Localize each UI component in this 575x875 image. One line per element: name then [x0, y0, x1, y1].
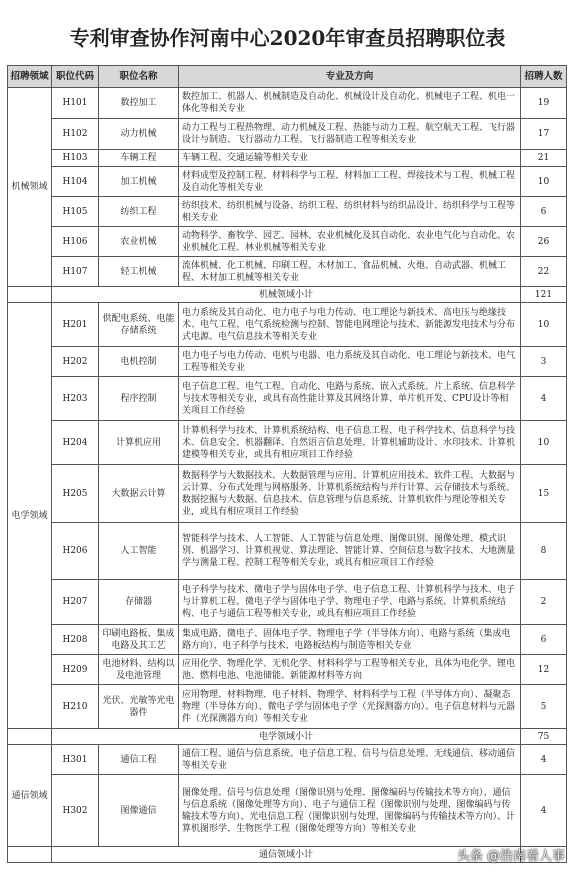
code-cell: H105 — [52, 197, 99, 227]
code-cell: H203 — [52, 377, 99, 421]
table-row — [8, 745, 567, 775]
subtotal-row — [8, 287, 567, 303]
code-cell: H302 — [52, 775, 99, 847]
subtotal-blank — [8, 847, 52, 863]
name-cell: 程序控制 — [99, 377, 179, 421]
recruitment-table — [7, 65, 567, 863]
name-cell: 电池材料、结构以及电池管理 — [99, 655, 179, 685]
table-row — [8, 227, 567, 257]
name-cell: 车辆工程 — [99, 150, 179, 167]
major-cell: 数据科学与大数据技术、大数据管理与应用、计算机应用技术、软件工程、大数据与云计算、分布式处理与网格服务、计算机系统结构与并行计算、云存储技术与系统、数据挖掘与大数据、信息技术、信息管理与信息系统、计算机软件与理论等相关专业，或具有相应项目工作经验 — [179, 465, 521, 523]
table-row — [8, 580, 567, 625]
major-cell: 电子信息工程、电气工程、自动化、电路与系统、嵌入式系统、片上系统、信息科学与技术等相关专业，或具有高性能计算及其网络计算、单片机开发、CPU设计等相关项目工作经验 — [179, 377, 521, 421]
major-cell: 材料成型及控制工程、材料科学与工程、材料加工工程、焊接技术与工程、机械工程及自动化等相关专业 — [179, 167, 521, 197]
name-cell: 数控加工 — [99, 88, 179, 119]
page-title: 专利审查协作河南中心2020年审查员招聘职位表 — [69, 26, 506, 50]
major-cell: 计算机科学与技术、计算机系统结构、电子信息工程、电子科学技术、信息科学与技术、信息安全、机器翻译、自然语言信息处理、计算机辅助设计、水印技术、计算机建模等相关专业，或具有相应项目工作经验 — [179, 421, 521, 465]
code-cell: H206 — [52, 523, 99, 580]
major-cell: 电力电子与电力传动、电机与电器、电力系统及其自动化、电工理论与新技术、电气工程等相关专业 — [179, 347, 521, 377]
subtotal-value: 75 — [521, 729, 567, 745]
header-code: 职位代码 — [52, 66, 99, 88]
major-cell: 应用化学、物理化学、无机化学、材料科学与工程等相关专业，具体为电化学、锂电池、燃料电池、电池储能、新能源材料等方向 — [179, 655, 521, 685]
table-row — [8, 167, 567, 197]
code-cell: H103 — [52, 150, 99, 167]
name-cell: 轻工机械 — [99, 257, 179, 287]
name-cell: 农业机械 — [99, 227, 179, 257]
major-cell: 应用物理、材料物理、电子材料、物理学、材料科学与工程（半导体方向）、凝聚态物理（半导体方向）、微电子学与固体电子学（光探测器方向）、电子信息材料与元器件（光探测器方向）等相关专业 — [179, 685, 521, 729]
field-cell: 通信领域 — [8, 745, 52, 847]
name-cell: 供配电系统、电能存储系统 — [99, 303, 179, 347]
header-major: 专业及方向 — [179, 66, 521, 88]
name-cell: 加工机械 — [99, 167, 179, 197]
count-cell: 21 — [521, 150, 567, 167]
code-cell: H104 — [52, 167, 99, 197]
field-cell: 机械领域 — [8, 88, 52, 287]
name-cell: 电机控制 — [99, 347, 179, 377]
table-row — [8, 523, 567, 580]
count-cell: 12 — [521, 655, 567, 685]
count-cell: 22 — [521, 257, 567, 287]
code-cell: H301 — [52, 745, 99, 775]
count-cell: 19 — [521, 88, 567, 119]
name-cell: 纺织工程 — [99, 197, 179, 227]
code-cell: H106 — [52, 227, 99, 257]
subtotal-blank — [8, 729, 52, 745]
table-row — [8, 625, 567, 655]
major-cell: 图像处理、信号与信息处理（图像识别与处理、图像编码与传输技术等方向）、通信与信息系统（图像处理等方向）、电子与通信工程（图像识别与处理、图像编码与传输技术等方向）、光电信息工程（图像识别与处理、图像编码与传输技术等方向）、计算机图形学、生物医学工程（图像处理等方向）等相关专业 — [179, 775, 521, 847]
name-cell: 通信工程 — [99, 745, 179, 775]
name-cell: 动力机械 — [99, 119, 179, 150]
count-cell: 10 — [521, 303, 567, 347]
field-cell: 电学领域 — [8, 303, 52, 729]
major-cell: 集成电路、微电子、固体电子学、物理电子学（半导体方向）、电路与系统（集成电路方向）、电子科学与技术、电路板结构与制造等相关专业 — [179, 625, 521, 655]
major-cell: 数控加工、机器人、机械制造及自动化、机械设计及自动化、机械电子工程、机电一体化等相关专业 — [179, 88, 521, 119]
major-cell: 动物科学、畜牧学、园艺、园林、农业机械化及其自动化、农业电气化与自动化、农业机械化工程、林业机械等相关专业 — [179, 227, 521, 257]
subtotal-label: 通信领域小计 — [52, 847, 521, 863]
name-cell: 存储器 — [99, 580, 179, 625]
count-cell: 3 — [521, 347, 567, 377]
table-row — [8, 685, 567, 729]
count-cell: 4 — [521, 377, 567, 421]
count-cell: 26 — [521, 227, 567, 257]
name-cell: 大数据云计算 — [99, 465, 179, 523]
subtotal-value: 121 — [521, 287, 567, 303]
major-cell: 流体机械、化工机械、印刷工程、木材加工、食品机械、火炮、自动武器、机械工程、木材加工机械等相关专业 — [179, 257, 521, 287]
name-cell: 印刷电路板、集成电路及其工艺 — [99, 625, 179, 655]
count-cell: 15 — [521, 465, 567, 523]
name-cell: 光伏、光敏等光电器件 — [99, 685, 179, 729]
table-row — [8, 655, 567, 685]
table-row — [8, 465, 567, 523]
table-row — [8, 257, 567, 287]
header-name: 职位名称 — [99, 66, 179, 88]
code-cell: H107 — [52, 257, 99, 287]
table-row — [8, 150, 567, 167]
count-cell: 8 — [521, 523, 567, 580]
major-cell: 电力系统及其自动化、电力电子与电力传动、电工理论与新技术、高电压与绝缘技术、电气工程、电气系统检测与控制、智能电网理论与技术、新能源发电技术与分布式电源、电气信息技术等相关专业 — [179, 303, 521, 347]
table-row — [8, 421, 567, 465]
major-cell: 电子科学与技术、微电子学与固体电子学、电子信息工程、计算机科学与技术、电子与计算机工程、微电子学与固体电子学、物理电子学、电路与系统、计算机系统结构、电子与通信工程等相关专业，或具有相应项目工作经验 — [179, 580, 521, 625]
header-field: 招聘领域 — [8, 66, 52, 88]
table-row — [8, 88, 567, 119]
code-cell: H202 — [52, 347, 99, 377]
count-cell: 6 — [521, 625, 567, 655]
major-cell: 动力工程与工程热物理、动力机械及工程、热能与动力工程、航空航天工程、飞行器设计与制造、飞行器动力工程、飞行器制造工程等相关专业 — [179, 119, 521, 150]
count-cell: 4 — [521, 775, 567, 847]
major-cell: 纺织技术、纺织机械与设备、纺织工程、纺织材料与纺织品设计、纺织科学与工程等相关专业 — [179, 197, 521, 227]
code-cell: H207 — [52, 580, 99, 625]
name-cell: 人工智能 — [99, 523, 179, 580]
subtotal-label: 机械领域小计 — [52, 287, 521, 303]
table-row — [8, 347, 567, 377]
code-cell: H201 — [52, 303, 99, 347]
code-cell: H102 — [52, 119, 99, 150]
count-cell: 10 — [521, 421, 567, 465]
header-count: 招聘人数 — [521, 66, 567, 88]
count-cell: 5 — [521, 685, 567, 729]
table-row — [8, 775, 567, 847]
major-cell: 通信工程、通信与信息系统、电子信息工程、信号与信息处理、无线通信、移动通信等相关专业 — [179, 745, 521, 775]
table-row — [8, 119, 567, 150]
count-cell: 17 — [521, 119, 567, 150]
count-cell: 6 — [521, 197, 567, 227]
watermark: 头条 @浩南看人事 — [456, 849, 565, 864]
name-cell: 计算机应用 — [99, 421, 179, 465]
major-cell: 车辆工程、交通运输等相关专业 — [179, 150, 521, 167]
code-cell: H101 — [52, 88, 99, 119]
table-row — [8, 377, 567, 421]
code-cell: H205 — [52, 465, 99, 523]
subtotal-row — [8, 729, 567, 745]
code-cell: H208 — [52, 625, 99, 655]
header-row — [8, 66, 567, 88]
subtotal-label: 电学领域小计 — [52, 729, 521, 745]
code-cell: H210 — [52, 685, 99, 729]
count-cell: 2 — [521, 580, 567, 625]
code-cell: H209 — [52, 655, 99, 685]
table-row — [8, 197, 567, 227]
count-cell: 10 — [521, 167, 567, 197]
table-row — [8, 303, 567, 347]
code-cell: H204 — [52, 421, 99, 465]
count-cell: 4 — [521, 745, 567, 775]
subtotal-blank — [8, 287, 52, 303]
major-cell: 智能科学与技术、人工智能、人工智能与信息处理、图像识别、图像处理、模式识别、机器学习、计算机视觉、算法理论、智能计算、空间信息与数字技术、大地测量学与测量工程、控制工程等相关专业，或具有相应项目工作经验 — [179, 523, 521, 580]
name-cell: 图像通信 — [99, 775, 179, 847]
